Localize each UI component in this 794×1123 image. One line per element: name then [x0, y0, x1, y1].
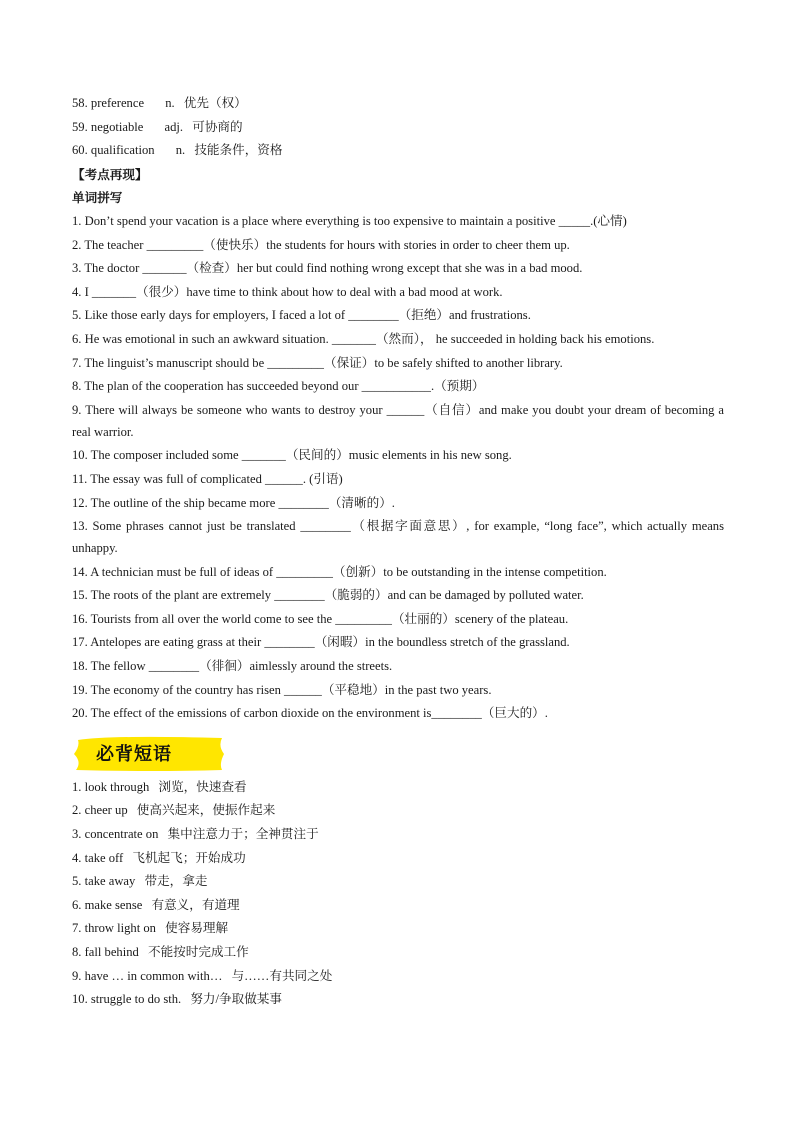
vocab-number: 60. — [72, 143, 88, 158]
phrase-meaning: 与……有共同之处 — [231, 968, 333, 983]
exercise-item: 11. The essay was full of complicated ______. (引语) — [72, 471, 343, 486]
exercise-item: 4. I _______（很少）have time to think about how to deal with a bad mood at work. — [72, 284, 503, 299]
document-page — [72, 92, 724, 1012]
vocab-meaning: 可协商的 — [192, 119, 243, 134]
phrase-number: 8. — [72, 945, 82, 959]
exercise-item: 16. Tourists from all over the world come to see the _________（壮丽的）scenery of the plateau. — [72, 611, 569, 626]
phrase-text: take off — [84, 850, 124, 865]
phrase-meaning: 浏览，快速查看 — [158, 779, 247, 794]
subsection-heading-spelling: 单词拼写 — [72, 190, 123, 206]
phrase-meaning: 有意义，有道理 — [151, 897, 240, 912]
phrase-meaning: 飞机起飞；开始成功 — [132, 850, 246, 865]
vocab-meaning: 优先（权） — [183, 96, 247, 110]
phrase-meaning: 带走，拿走 — [144, 874, 208, 889]
phrase-text: concentrate on — [84, 827, 159, 842]
phrase-item — [72, 776, 724, 800]
phrase-text: throw light on — [84, 921, 156, 936]
phrase-meaning: 使容易理解 — [165, 921, 229, 936]
vocab-number: 58. — [72, 96, 88, 110]
phrases-banner — [72, 734, 226, 774]
phrase-text: have … in common with… — [84, 968, 223, 983]
vocab-pos: n. — [175, 143, 186, 158]
exercise-item: 15. The roots of the plant are extremely ________（脆弱的）and can be damaged by polluted water. — [72, 588, 584, 603]
phrase-item — [72, 965, 724, 989]
phrase-item — [72, 870, 724, 894]
vocab-number: 59. — [72, 119, 88, 134]
vocab-pos: n. — [165, 96, 175, 110]
banner-label: 必背短语 — [96, 743, 172, 765]
phrase-number: 4. — [72, 850, 82, 865]
vocab-pos: adj. — [164, 119, 184, 134]
phrase-number: 2. — [72, 803, 82, 818]
phrase-meaning: 不能按时完成工作 — [147, 945, 249, 959]
phrase-meaning: 集中注意力于；全神贯注于 — [167, 827, 319, 842]
phrase-text: take away — [84, 874, 136, 889]
exercise-item: 7. The linguist’s manuscript should be _________（保证）to be safely shifted to another library. — [72, 355, 563, 370]
exercise-item: 2. The teacher _________（使快乐）the students for hours with stories in order to cheer them up. — [72, 237, 570, 252]
exercise-item: 10. The composer included some _______（民间的）music elements in his new song. — [72, 448, 512, 463]
phrase-number: 6. — [72, 897, 82, 912]
phrase-item — [72, 988, 724, 1012]
exercise-item: 1. Don’t spend your vacation is a place where everything is too expensive to maintain a positive _____.(心情) — [72, 213, 627, 228]
exercise-item: 20. The effect of the emissions of carbon dioxide on the environment is________（巨大的）. — [72, 706, 548, 721]
phrase-text: make sense — [84, 897, 143, 912]
section-heading-review: 【考点再现】 — [72, 166, 148, 182]
vocab-word: negotiable — [90, 119, 144, 134]
exercise-item: 8. The plan of the cooperation has succeeded beyond our ___________.（预期） — [72, 379, 485, 394]
exercise-item: 3. The doctor _______（检查）her but could find nothing wrong except that she was in a bad mood. — [72, 261, 583, 276]
phrase-text: fall behind — [84, 945, 139, 959]
exercise-item: 6. He was emotional in such an awkward situation. _______（然而）， he succeeded in holding back his emotions. — [72, 331, 655, 346]
phrase-text: look through — [84, 779, 150, 794]
phrase-meaning: 使高兴起来，使振作起来 — [136, 803, 276, 818]
phrase-number: 7. — [72, 921, 82, 936]
phrase-item — [72, 799, 724, 823]
exercise-item: 5. Like those early days for employers, I faced a lot of ________（拒绝）and frustrations. — [72, 308, 531, 323]
phrase-item — [72, 847, 724, 871]
phrase-meaning: 努力/争取做某事 — [190, 992, 282, 1007]
exercise-item: 12. The outline of the ship became more ________（清晰的）. — [72, 495, 395, 510]
exercise-item: 13. Some phrases cannot just be translated ________（根据字面意思）, for example, “long face”, which actually means unhappy. — [72, 519, 724, 556]
vocab-item — [72, 92, 724, 116]
phrase-item — [72, 941, 724, 965]
phrase-item — [72, 917, 724, 941]
phrase-text: struggle to do sth. — [90, 992, 182, 1007]
phrase-number: 9. — [72, 968, 82, 983]
vocab-word: preference — [90, 96, 145, 110]
phrase-number: 10. — [72, 992, 88, 1007]
vocab-word: qualification — [90, 143, 155, 158]
phrase-item — [72, 894, 724, 918]
exercise-item: 9. There will always be someone who wants to destroy your ______（自信）and make you doubt your dream of becoming a real warrior. — [72, 402, 724, 439]
phrase-number: 3. — [72, 827, 82, 842]
vocab-item — [72, 116, 724, 140]
phrase-number: 1. — [72, 779, 82, 794]
exercise-item: 18. The fellow ________（徘徊）aimlessly around the streets. — [72, 659, 393, 674]
exercise-item: 19. The economy of the country has risen ______（平稳地）in the past two years. — [72, 682, 492, 697]
vocab-item — [72, 139, 724, 163]
exercise-item: 17. Antelopes are eating grass at their ________（闲暇）in the boundless stretch of the grassland. — [72, 635, 570, 650]
exercise-item: 14. A technician must be full of ideas of _________（创新）to be outstanding in the intense competition. — [72, 564, 607, 579]
vocab-meaning: 技能条件，资格 — [194, 143, 283, 158]
phrase-item — [72, 823, 724, 847]
phrase-number: 5. — [72, 874, 82, 889]
phrase-text: cheer up — [84, 803, 128, 818]
